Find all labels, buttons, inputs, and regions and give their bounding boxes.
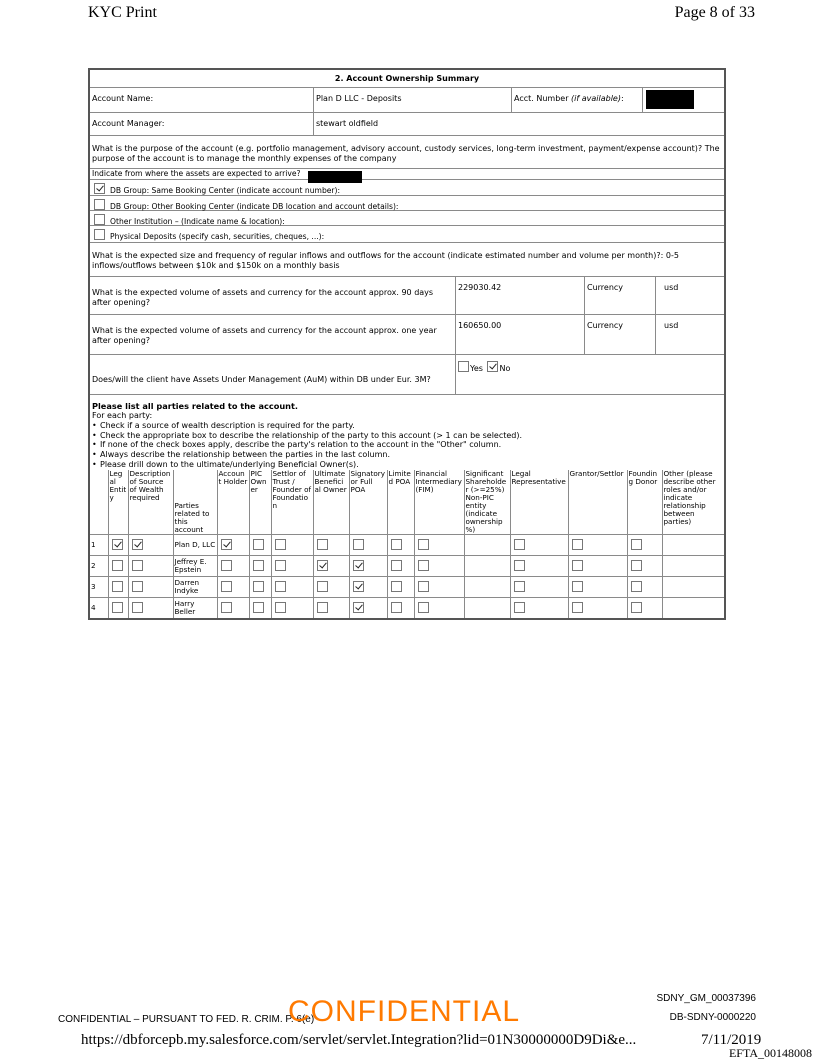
aum-yes-label: Yes xyxy=(470,364,483,373)
party-ubo-cell xyxy=(313,556,349,577)
bates-number-db-sdny: DB-SDNY-0000220 xyxy=(669,1012,756,1023)
assets-origin-section xyxy=(90,169,724,243)
physical-deposits-label: Physical Deposits (specify cash, securities, cheques, ...): xyxy=(110,232,325,241)
party-ubo-cell xyxy=(313,535,349,556)
party-settlor-checkbox[interactable] xyxy=(275,560,286,571)
aum-row xyxy=(90,355,724,395)
party-settlor-cell xyxy=(271,556,313,577)
same-booking-center-label: DB Group: Same Booking Center (indicate account number): xyxy=(110,186,341,195)
party-sow-checkbox[interactable] xyxy=(132,602,143,613)
party-settlor-checkbox[interactable] xyxy=(275,581,286,592)
assets-origin-label: Indicate from where the assets are expected to arrive? xyxy=(90,169,724,180)
parties-column-header: Limited POA xyxy=(387,470,414,535)
party-signatory-checkbox[interactable] xyxy=(353,539,364,550)
volume-one-year-value: 160650.00 xyxy=(455,315,584,354)
party-grantor-cell xyxy=(568,535,627,556)
party-account-holder-cell xyxy=(217,535,249,556)
party-founding-donor-cell xyxy=(627,598,662,619)
party-settlor-checkbox[interactable] xyxy=(275,602,286,613)
party-grantor-cell xyxy=(568,598,627,619)
party-fim-cell xyxy=(414,535,464,556)
party-ubo-checkbox[interactable] xyxy=(317,602,328,613)
physical-deposits-checkbox[interactable] xyxy=(94,229,105,240)
account-number-label-colon: : xyxy=(620,94,624,103)
same-booking-center-account-redaction xyxy=(308,171,362,183)
party-grantor-checkbox[interactable] xyxy=(572,602,583,613)
party-settlor-checkbox[interactable] xyxy=(275,539,286,550)
account-name-label: Account Name: xyxy=(92,94,154,103)
party-founding-donor-cell xyxy=(627,556,662,577)
other-institution-label: Other Institution – (Indicate name & location): xyxy=(110,217,285,226)
volume-90-days-currency-label: Currency xyxy=(584,277,655,314)
other-booking-center-label: DB Group: Other Booking Center (indicate DB location and account details): xyxy=(110,202,399,211)
party-grantor-cell xyxy=(568,577,627,598)
account-manager-label: Account Manager: xyxy=(92,119,165,128)
party-legal-rep-cell xyxy=(510,535,568,556)
parties-bullet-list xyxy=(92,421,722,470)
parties-column-header: Parties related to this account xyxy=(173,470,217,535)
party-legal-entity-cell xyxy=(108,598,128,619)
volume-90-days-currency: usd xyxy=(655,277,724,314)
volume-90-days-value: 229030.42 xyxy=(455,277,584,314)
volume-90-days-question: What is the expected volume of assets and currency for the account approx. 90 days after opening? xyxy=(92,288,434,307)
parties-column-header xyxy=(90,470,108,535)
parties-bullet: • If none of the check boxes apply, describe the party's relation to the account in the "Other" column. xyxy=(100,440,722,450)
party-pic-owner-checkbox[interactable] xyxy=(253,602,264,613)
party-founding-donor-checkbox[interactable] xyxy=(631,539,642,550)
purpose-answer: The purpose of the account is to manage the monthly expenses of the company xyxy=(92,144,720,163)
party-pic-owner-cell xyxy=(249,598,271,619)
party-legal-rep-cell xyxy=(510,598,568,619)
party-grantor-cell xyxy=(568,556,627,577)
party-shareholder-percent xyxy=(464,535,510,556)
party-other-role xyxy=(662,577,724,598)
print-header-title: KYC Print xyxy=(88,4,157,21)
account-number-cell xyxy=(642,88,724,112)
parties-bullet: • Always describe the relationship between the parties in the last column. xyxy=(100,450,722,460)
section-title: 2. Account Ownership Summary xyxy=(90,70,724,88)
party-fim-cell xyxy=(414,556,464,577)
party-ubo-checkbox[interactable] xyxy=(317,581,328,592)
party-founding-donor-checkbox[interactable] xyxy=(631,581,642,592)
confidential-stamp: CONFIDENTIAL xyxy=(288,995,521,1028)
party-ubo-cell xyxy=(313,598,349,619)
party-row-number: 3 xyxy=(90,577,108,598)
volume-90-days-row xyxy=(90,277,724,315)
parties-table xyxy=(90,470,724,619)
aum-no-checkbox[interactable] xyxy=(487,361,498,372)
party-founding-donor-cell xyxy=(627,535,662,556)
party-limited-poa-checkbox[interactable] xyxy=(391,539,402,550)
party-limited-poa-checkbox[interactable] xyxy=(391,581,402,592)
parties-column-header: Account Holder xyxy=(217,470,249,535)
party-sow-cell xyxy=(128,598,173,619)
purpose-question: What is the purpose of the account (e.g. portfolio management, advisory account, custody services, long-term investment, payment/expense account)? xyxy=(92,144,703,153)
party-signatory-cell xyxy=(349,535,387,556)
party-grantor-checkbox[interactable] xyxy=(572,581,583,592)
party-row-number: 1 xyxy=(90,535,108,556)
party-account-holder-checkbox[interactable] xyxy=(221,581,232,592)
party-signatory-cell xyxy=(349,577,387,598)
account-ownership-form xyxy=(88,68,726,620)
party-sow-cell xyxy=(128,556,173,577)
party-sow-checkbox[interactable] xyxy=(132,539,143,550)
party-limited-poa-checkbox[interactable] xyxy=(391,602,402,613)
efta-number: EFTA_00148008 xyxy=(728,1046,812,1060)
party-pic-owner-cell xyxy=(249,535,271,556)
parties-section xyxy=(90,395,724,618)
parties-column-header: Significant Shareholder (>=25%) Non-PIC entity (indicate ownership %) xyxy=(464,470,510,535)
account-name-row xyxy=(90,88,724,113)
party-legal-rep-cell xyxy=(510,556,568,577)
party-founding-donor-cell xyxy=(627,577,662,598)
party-fim-checkbox[interactable] xyxy=(418,539,429,550)
party-legal-rep-checkbox[interactable] xyxy=(514,602,525,613)
party-shareholder-percent xyxy=(464,598,510,619)
party-pic-owner-checkbox[interactable] xyxy=(253,560,264,571)
party-legal-entity-cell xyxy=(108,556,128,577)
assets-origin-option-other-booking-center xyxy=(90,196,724,211)
parties-column-header: Financial Intermediary (FIM) xyxy=(414,470,464,535)
print-url: https://dbforcepb.my.salesforce.com/servlet/servlet.Integration?lid=01N30000000D9Di&e... xyxy=(81,1032,637,1048)
table-row xyxy=(90,577,724,598)
account-number-label-hint: (if available) xyxy=(571,94,621,103)
party-legal-rep-checkbox[interactable] xyxy=(514,560,525,571)
party-name: Harry Beller xyxy=(173,598,217,619)
party-account-holder-checkbox[interactable] xyxy=(221,602,232,613)
volume-one-year-question: What is the expected volume of assets and currency for the account approx. one year after opening? xyxy=(92,326,437,345)
parties-column-header: Settlor of Trust / Founder of Foundation xyxy=(271,470,313,535)
parties-column-header: Founding Donor xyxy=(627,470,662,535)
party-legal-entity-checkbox[interactable] xyxy=(112,581,123,592)
same-booking-center-checkbox[interactable] xyxy=(94,183,105,194)
parties-column-header: Description of Source of Wealth required xyxy=(128,470,173,535)
party-legal-entity-checkbox[interactable] xyxy=(112,539,123,550)
party-ubo-checkbox[interactable] xyxy=(317,539,328,550)
assets-origin-option-physical-deposits xyxy=(90,226,724,242)
print-date: 7/11/2019 xyxy=(701,1032,762,1048)
party-account-holder-cell xyxy=(217,577,249,598)
party-legal-entity-cell xyxy=(108,535,128,556)
party-ubo-cell xyxy=(313,577,349,598)
party-settlor-cell xyxy=(271,577,313,598)
parties-column-header: PIC Owner xyxy=(249,470,271,535)
aum-yes-checkbox[interactable] xyxy=(458,361,469,372)
party-limited-poa-cell xyxy=(387,577,414,598)
party-signatory-checkbox[interactable] xyxy=(353,560,364,571)
assets-origin-option-other-institution xyxy=(90,211,724,226)
party-fim-checkbox[interactable] xyxy=(418,560,429,571)
party-sow-checkbox[interactable] xyxy=(132,581,143,592)
aum-answer xyxy=(455,355,724,394)
parties-intro: For each party: xyxy=(92,411,153,420)
party-other-role xyxy=(662,556,724,577)
table-row xyxy=(90,556,724,577)
parties-column-header: Other (please describe other roles and/or indicate relationship between parties) xyxy=(662,470,724,535)
party-account-holder-checkbox[interactable] xyxy=(221,539,232,550)
parties-column-header: Legal Entity xyxy=(108,470,128,535)
party-account-holder-checkbox[interactable] xyxy=(221,560,232,571)
party-fim-checkbox[interactable] xyxy=(418,581,429,592)
party-account-holder-cell xyxy=(217,556,249,577)
party-name: Darren Indyke xyxy=(173,577,217,598)
party-fim-cell xyxy=(414,598,464,619)
party-limited-poa-checkbox[interactable] xyxy=(391,560,402,571)
party-pic-owner-cell xyxy=(249,556,271,577)
party-founding-donor-checkbox[interactable] xyxy=(631,560,642,571)
party-signatory-checkbox[interactable] xyxy=(353,581,364,592)
party-other-role xyxy=(662,535,724,556)
party-legal-entity-cell xyxy=(108,577,128,598)
account-manager-value: stewart oldfield xyxy=(313,113,724,135)
account-number-redaction xyxy=(646,90,694,109)
parties-instructions xyxy=(90,395,724,470)
party-legal-rep-checkbox[interactable] xyxy=(514,539,525,550)
party-row-number: 2 xyxy=(90,556,108,577)
party-fim-cell xyxy=(414,577,464,598)
party-name: Plan D, LLC xyxy=(173,535,217,556)
page-number: Page 8 of 33 xyxy=(674,4,755,21)
volume-one-year-currency: usd xyxy=(655,315,724,354)
party-shareholder-percent xyxy=(464,577,510,598)
party-grantor-checkbox[interactable] xyxy=(572,560,583,571)
party-limited-poa-cell xyxy=(387,598,414,619)
flows-answer: 0-5 inflows/outflows between $10k and $150k on a monthly basis xyxy=(92,251,679,270)
party-legal-entity-checkbox[interactable] xyxy=(112,560,123,571)
party-legal-rep-checkbox[interactable] xyxy=(514,581,525,592)
party-shareholder-percent xyxy=(464,556,510,577)
party-limited-poa-cell xyxy=(387,535,414,556)
party-limited-poa-cell xyxy=(387,556,414,577)
parties-heading: Please list all parties related to the account. xyxy=(92,401,298,411)
parties-table-header xyxy=(90,470,724,535)
party-grantor-checkbox[interactable] xyxy=(572,539,583,550)
account-number-label xyxy=(511,88,642,112)
party-pic-owner-checkbox[interactable] xyxy=(253,581,264,592)
bates-number-sdny-gm: SDNY_GM_00037396 xyxy=(656,993,756,1004)
party-settlor-cell xyxy=(271,535,313,556)
party-signatory-cell xyxy=(349,598,387,619)
party-pic-owner-checkbox[interactable] xyxy=(253,539,264,550)
flows-row xyxy=(90,243,724,277)
party-legal-entity-checkbox[interactable] xyxy=(112,602,123,613)
party-pic-owner-cell xyxy=(249,577,271,598)
party-ubo-checkbox[interactable] xyxy=(317,560,328,571)
party-sow-cell xyxy=(128,535,173,556)
flows-question: What is the expected size and frequency of regular inflows and outflows for the account (indicate estimated number and volume per month)?: xyxy=(92,251,664,260)
assets-origin-option-same-booking-center xyxy=(90,180,724,196)
account-manager-row xyxy=(90,113,724,136)
party-other-role xyxy=(662,598,724,619)
volume-one-year-currency-label: Currency xyxy=(584,315,655,354)
parties-bullet: • Check the appropriate box to describe the relationship of the party to this account (> 1 can be selected). xyxy=(100,431,722,441)
account-number-label-text: Acct. Number xyxy=(514,94,572,103)
party-founding-donor-checkbox[interactable] xyxy=(631,602,642,613)
party-settlor-cell xyxy=(271,598,313,619)
party-sow-cell xyxy=(128,577,173,598)
party-row-number: 4 xyxy=(90,598,108,619)
table-row xyxy=(90,598,724,619)
account-name-value: Plan D LLC - Deposits xyxy=(313,88,511,112)
volume-one-year-row xyxy=(90,315,724,355)
party-legal-rep-cell xyxy=(510,577,568,598)
aum-no-label: No xyxy=(499,364,511,373)
parties-bullet: • Please drill down to the ultimate/underlying Beneficial Owner(s). xyxy=(100,460,722,470)
other-booking-center-checkbox[interactable] xyxy=(94,199,105,210)
party-sow-checkbox[interactable] xyxy=(132,560,143,571)
parties-column-header: Grantor/Settlor xyxy=(568,470,627,535)
table-row xyxy=(90,535,724,556)
parties-column-header: Legal Representative xyxy=(510,470,568,535)
aum-question: Does/will the client have Assets Under Management (AuM) within DB under Eur. 3M? xyxy=(92,375,431,384)
parties-column-header: Ultimate Beneficial Owner xyxy=(313,470,349,535)
party-signatory-checkbox[interactable] xyxy=(353,602,364,613)
party-name: Jeffrey E. Epstein xyxy=(173,556,217,577)
purpose-row xyxy=(90,136,724,169)
parties-column-header: Signatory or Full POA xyxy=(349,470,387,535)
party-fim-checkbox[interactable] xyxy=(418,602,429,613)
party-account-holder-cell xyxy=(217,598,249,619)
party-signatory-cell xyxy=(349,556,387,577)
other-institution-checkbox[interactable] xyxy=(94,214,105,225)
parties-table-body xyxy=(90,535,724,619)
parties-bullet: • Check if a source of wealth description is required for the party. xyxy=(100,421,722,431)
confidential-notice: CONFIDENTIAL – PURSUANT TO FED. R. CRIM. P. 6(e) xyxy=(58,1014,315,1025)
